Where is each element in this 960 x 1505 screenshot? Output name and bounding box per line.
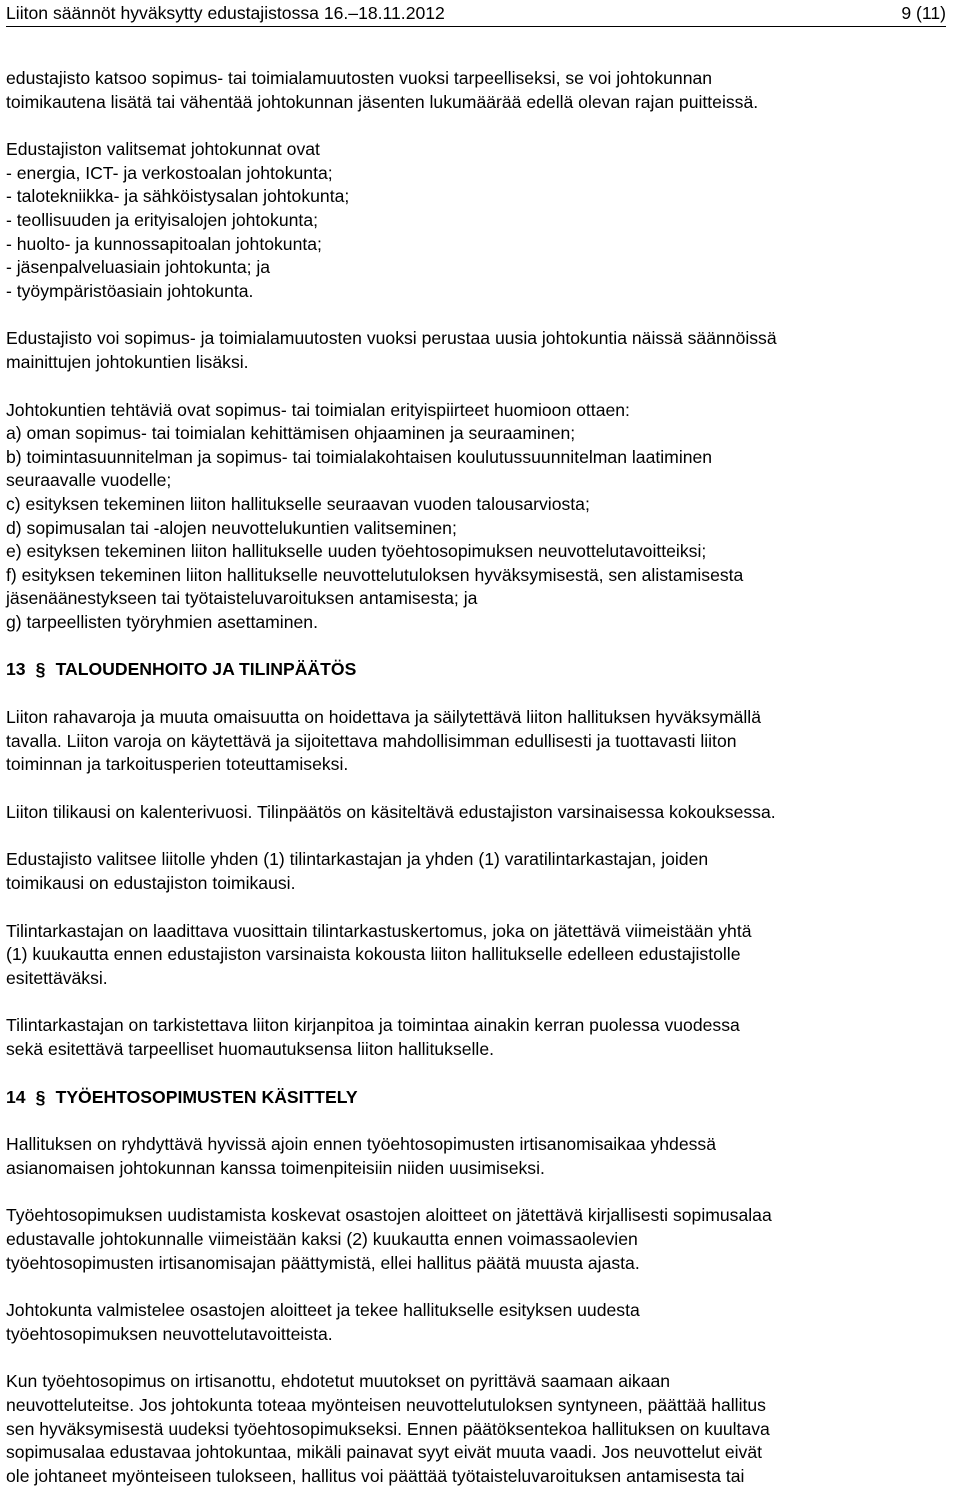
paragraph-preparation — [6, 1299, 958, 1346]
list-item: seuraavalle vuodelle; — [6, 470, 172, 491]
text-line: toiminnan ja tarkoitusperien toteuttamiseksi. — [6, 754, 349, 775]
paragraph-audit-report — [6, 920, 958, 991]
section-title: TALOUDENHOITO JA TILINPÄÄTÖS — [55, 659, 357, 680]
list-item: c) esityksen tekeminen liiton hallitukselle seuraavan vuoden talousarviosta; — [6, 493, 590, 514]
list-intro: Johtokuntien tehtäviä ovat sopimus- tai toimialan erityispiirteet huomioon ottaen: — [6, 399, 630, 420]
text-line: Liiton rahavaroja ja muuta omaisuutta on hoidettava ja säilytettävä liiton hallituksen hyväksymällä — [6, 707, 761, 728]
text-line: asianomaisen johtokunnan kanssa toimenpiteisiin niiden uusimiseksi. — [6, 1157, 545, 1178]
paragraph-board-size — [6, 67, 958, 114]
list-item: f) esityksen tekeminen liiton hallitukselle neuvottelutuloksen hyväksymisestä, sen alistamisesta — [6, 564, 744, 585]
text-line: edustavalle johtokunnalle viimeistään kaksi (2) kuukautta ennen voimassaolevien — [6, 1228, 638, 1249]
boards-list — [6, 138, 958, 303]
text-line: Johtokunta valmistelee osastojen aloitteet ja tekee hallitukselle esityksen uudesta — [6, 1300, 640, 1321]
text-line: työehtosopimuksen neuvottelutavoitteista. — [6, 1323, 333, 1344]
text-line: toimikausi on edustajiston toimikausi. — [6, 873, 296, 894]
list-item: g) tarpeellisten työryhmien asettaminen. — [6, 611, 318, 632]
list-item: d) sopimusalan tai -alojen neuvottelukuntien valitseminen; — [6, 517, 457, 538]
text-line: tavalla. Liiton varoja on käytettävä ja sijoitettava mahdollisimman edullisesti ja tuottavasti liiton — [6, 730, 737, 751]
list-item: - talotekniikka- ja sähköistysalan johtokunta; — [6, 186, 350, 207]
list-item: - huolto- ja kunnossapitoalan johtokunta; — [6, 233, 322, 254]
list-item: - työympäristöasiain johtokunta. — [6, 280, 254, 301]
section-number: 14 — [6, 1086, 26, 1107]
list-intro: Edustajiston valitsemat johtokunnat ovat — [6, 139, 320, 160]
text-line: toimikautena lisätä tai vähentää johtokunnan jäsenten lukumäärää edellä olevan rajan puitteissä. — [6, 91, 759, 112]
text-line: Työehtosopimuksen uudistamista koskevat osastojen aloitteet on jätettävä kirjallisesti sopimusalaa — [6, 1205, 772, 1226]
text-line: (1) kuukautta ennen edustajiston varsinaista kokousta liiton hallitukselle edelleen edustajistolle — [6, 944, 741, 965]
text-line: Edustajisto valitsee liitolle yhden (1) tilintarkastajan ja yhden (1) varatilintarkastajan, joiden — [6, 849, 709, 870]
list-item: a) oman sopimus- tai toimialan kehittämisen ohjaaminen ja seuraaminen; — [6, 423, 576, 444]
header-title: Liiton säännöt hyväksytty edustajistossa 16.–18.11.2012 — [6, 3, 445, 23]
list-item: - energia, ICT- ja verkostoalan johtokunta; — [6, 162, 333, 183]
text-line: Edustajisto voi sopimus- ja toimialamuutosten vuoksi perustaa uusia johtokuntia näissä säännöissä — [6, 328, 777, 349]
board-tasks-list — [6, 399, 958, 635]
paragraph-assets — [6, 706, 958, 777]
text-line: sen hyväksymisestä uudeksi työehtosopimukseksi. Ennen päätöksentekoa hallituksen on kuultava — [6, 1418, 770, 1439]
text-line: neuvotteluteitse. Jos johtokunta toteaa myönteisen neuvottelutuloksen syntyneen, päättää hallitus — [6, 1394, 766, 1415]
text-line: mainittujen johtokuntien lisäksi. — [6, 351, 249, 372]
text-line: Hallituksen on ryhdyttävä hyvissä ajoin ennen työehtosopimusten irtisanomisaikaa yhdessä — [6, 1134, 717, 1155]
list-item: - teollisuuden ja erityisalojen johtokunta; — [6, 209, 318, 230]
list-item: b) toimintasuunnitelman ja sopimus- tai toimialakohtaisen koulutussuunnitelman laatiminen — [6, 446, 713, 467]
text-line: Kun työehtosopimus on irtisanottu, ehdotetut muutokset on pyrittävä saamaan aikaan — [6, 1371, 671, 1392]
section-number: 13 — [6, 659, 26, 680]
list-item: jäsenäänestykseen tai työtaisteluvaroituksen antamisesta; ja — [6, 588, 478, 609]
paragraph-renewal — [6, 1133, 958, 1180]
section-sign: § — [35, 659, 46, 680]
section-title: TYÖEHTOSOPIMUSTEN KÄSITTELY — [55, 1086, 358, 1107]
text-line: sekä esitettävä tarpeelliset huomautuksensa liiton hallitukselle. — [6, 1039, 495, 1059]
text-line: ole johtaneet myönteiseen tulokseen, hallitus voi päättää työtaisteluvaroituksen antamisesta tai — [6, 1465, 745, 1486]
list-item: - jäsenpalveluasiain johtokunta; ja — [6, 257, 271, 278]
document-body — [6, 67, 958, 1488]
paragraph-negotiations — [6, 1370, 958, 1488]
paragraph-fiscal-year — [6, 801, 958, 825]
paragraph-auditors — [6, 848, 958, 895]
page-header — [6, 2, 946, 27]
paragraph-initiatives — [6, 1204, 958, 1275]
text-line: sopimusalaa edustavaa johtokuntaa, mikäli painavat syyt eivät muuta vaadi. Jos neuvottelut eivät — [6, 1442, 762, 1463]
text-line: esitettäväksi. — [6, 967, 108, 988]
paragraph-audit-review — [6, 1014, 958, 1061]
text-line: edustajisto katsoo sopimus- tai toimialamuutosten vuoksi tarpeelliseksi, se voi johtokunnan — [6, 68, 713, 88]
list-item: e) esityksen tekeminen liiton hallitukselle uuden työehtosopimuksen neuvottelutavoitteiksi; — [6, 541, 707, 562]
section-heading-13 — [6, 658, 958, 682]
text-line: Tilintarkastajan on laadittava vuosittain tilintarkastuskertomus, joka on jätettävä viimeistään yhtä — [6, 920, 752, 941]
text-line: Liiton tilikausi on kalenterivuosi. Tilinpäätös on käsiteltävä edustajiston varsinaisessa kokouksessa. — [6, 801, 776, 822]
text-line: Tilintarkastajan on tarkistettava liiton kirjanpitoa ja toimintaa ainakin kerran puolessa vuodessa — [6, 1015, 740, 1036]
paragraph-new-boards — [6, 327, 958, 374]
section-heading-14 — [6, 1086, 958, 1110]
text-line: työehtosopimusten irtisanomisajan päättymistä, ellei hallitus päätä muusta ajasta. — [6, 1252, 640, 1273]
section-sign: § — [35, 1086, 46, 1107]
page-number: 9 (11) — [901, 3, 946, 23]
